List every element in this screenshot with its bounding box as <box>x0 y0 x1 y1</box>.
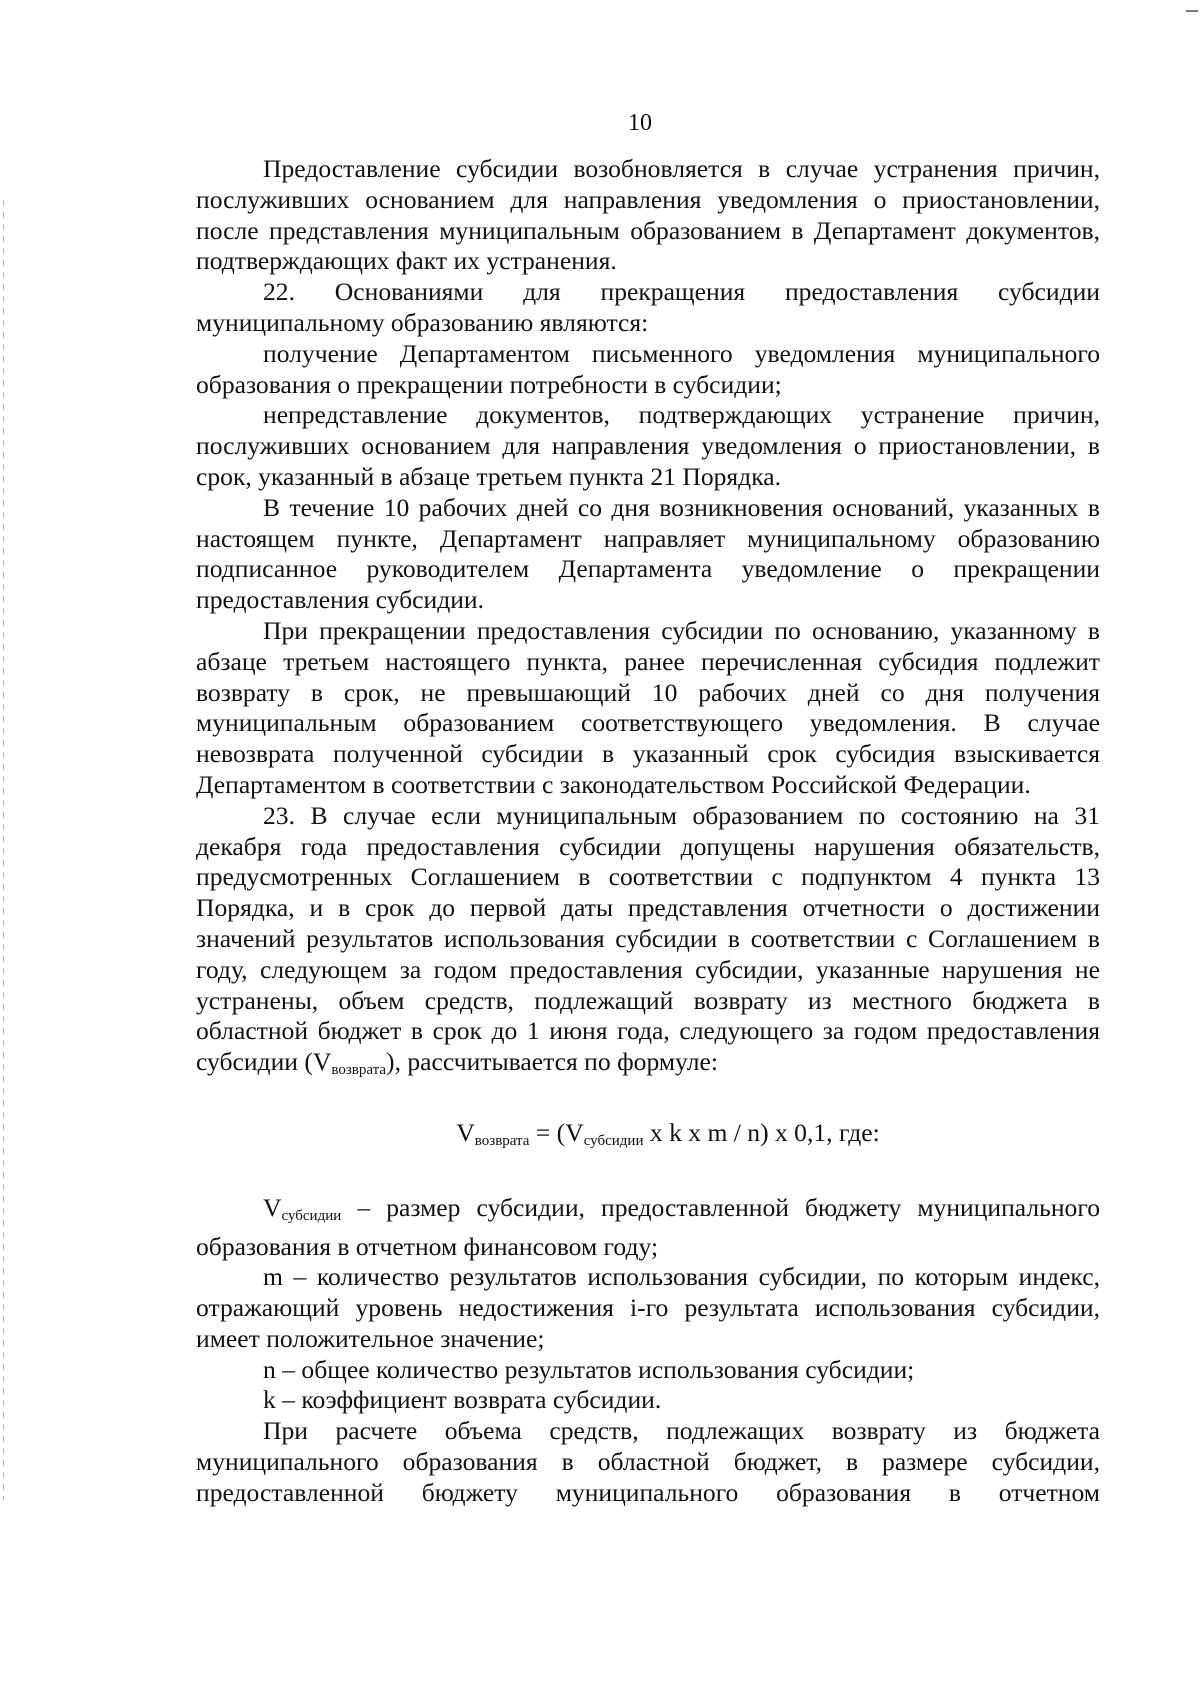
definition-v: V <box>263 1192 282 1222</box>
definition-v-text: – размер субсидии, предоставленной бюджету муниципального образования в отчетном финансовом году; <box>196 1192 1100 1261</box>
page-number: 10 <box>628 110 652 136</box>
definition-m: m – количество результатов использования субсидии, по которым индекс, отражающий уровень недостижения i-го результата использования субсидии, имеет положительное значение; <box>196 1262 1100 1353</box>
definition-n: n – общее количество результатов использования субсидии; <box>263 1354 915 1384</box>
formula-sub-subsidy: субсидии <box>583 1132 644 1149</box>
formula-sub-return: возврата <box>474 1132 530 1149</box>
definition-v-subsidy <box>196 1193 1100 1263</box>
paragraph-23-end: ), рассчитывается по формуле: <box>386 1047 718 1077</box>
paragraph-resume: Предоставление субсидии возобновляется в случае устранения причин, послуживших основанием для направления уведомления о приостановлении, после представления муниципальным образованием в Департамент документов, подтверждающих факт их устранения. <box>196 154 1100 276</box>
definition-v-sub: субсидии <box>281 1207 342 1224</box>
paragraph-calculation: При расчете объема средств, подлежащих возврату из бюджета муниципального образования в областной бюджет, в размере субсидии, предоставленной бюджету муниципального образования в отчетном <box>196 1416 1100 1507</box>
paragraph-nondelivery: непредставление документов, подтверждающих устранение причин, послуживших основанием для направления уведомления о приостановлении, в срок, указанный в абзаце третьем пункта 21 Порядка. <box>196 400 1100 491</box>
paragraph-23 <box>196 801 1100 1086</box>
definition-k: k – коэффициент возврата субсидии. <box>263 1385 662 1415</box>
subscript-return: возврата <box>331 1062 387 1079</box>
paragraph-refund: При прекращении предоставления субсидии по основанию, указанному в абзаце третьем настоящего пункта, ранее перечисленная субсидия подлежит возврату в срок, не превышающий 10 рабочих дней со дня получения муниципальным образованием соответствующего уведомления. В случае невозврата полученной субсидии в указанный срок субсидия взыскивается Департаментом в соответствии с законодательством Российской Федерации. <box>196 615 1100 799</box>
formula-end: x k x m / n) x 0,1, где: <box>643 1117 880 1147</box>
paragraph-ten-days: В течение 10 рабочих дней со дня возникновения оснований, указанных в настоящем пункте, Департамент направляет муниципальному образованию подписанное руководителем Департамента уведомление о прекращении предоставления субсидии. <box>196 492 1100 615</box>
paragraph-23-text: 23. В случае если муниципальным образованием по состоянию на 31 декабря года предоставления субсидии допущены нарушения обязательств, предусмотренных Соглашением в соответствии с подпунктом 4 пункта 13 Порядка, и в срок до первой даты представления отчетности о достижении значений результатов использования субсидии в соответствии с Соглашением в году, следующем за годом предоставления субсидии, указанные нарушения не устранены, объем средств, подлежащий возврату из местного бюджета в областной бюджет в срок до 1 июня года, следующего за годом предоставления субсидии (V <box>196 800 1100 1077</box>
scan-edge-mark <box>1186 10 1198 12</box>
document-body <box>196 154 1100 1509</box>
scan-edge-line <box>3 200 4 1500</box>
paragraph-notice: получение Департаментом письменного уведомления муниципального образования о прекращении потребности в субсидии; <box>196 338 1100 399</box>
formula <box>196 1118 1100 1157</box>
formula-v: V <box>456 1117 475 1147</box>
formula-mid: = (V <box>529 1117 584 1147</box>
paragraph-22: 22. Основаниями для прекращения предоставления субсидии муниципальному образованию являются: <box>196 277 1100 337</box>
